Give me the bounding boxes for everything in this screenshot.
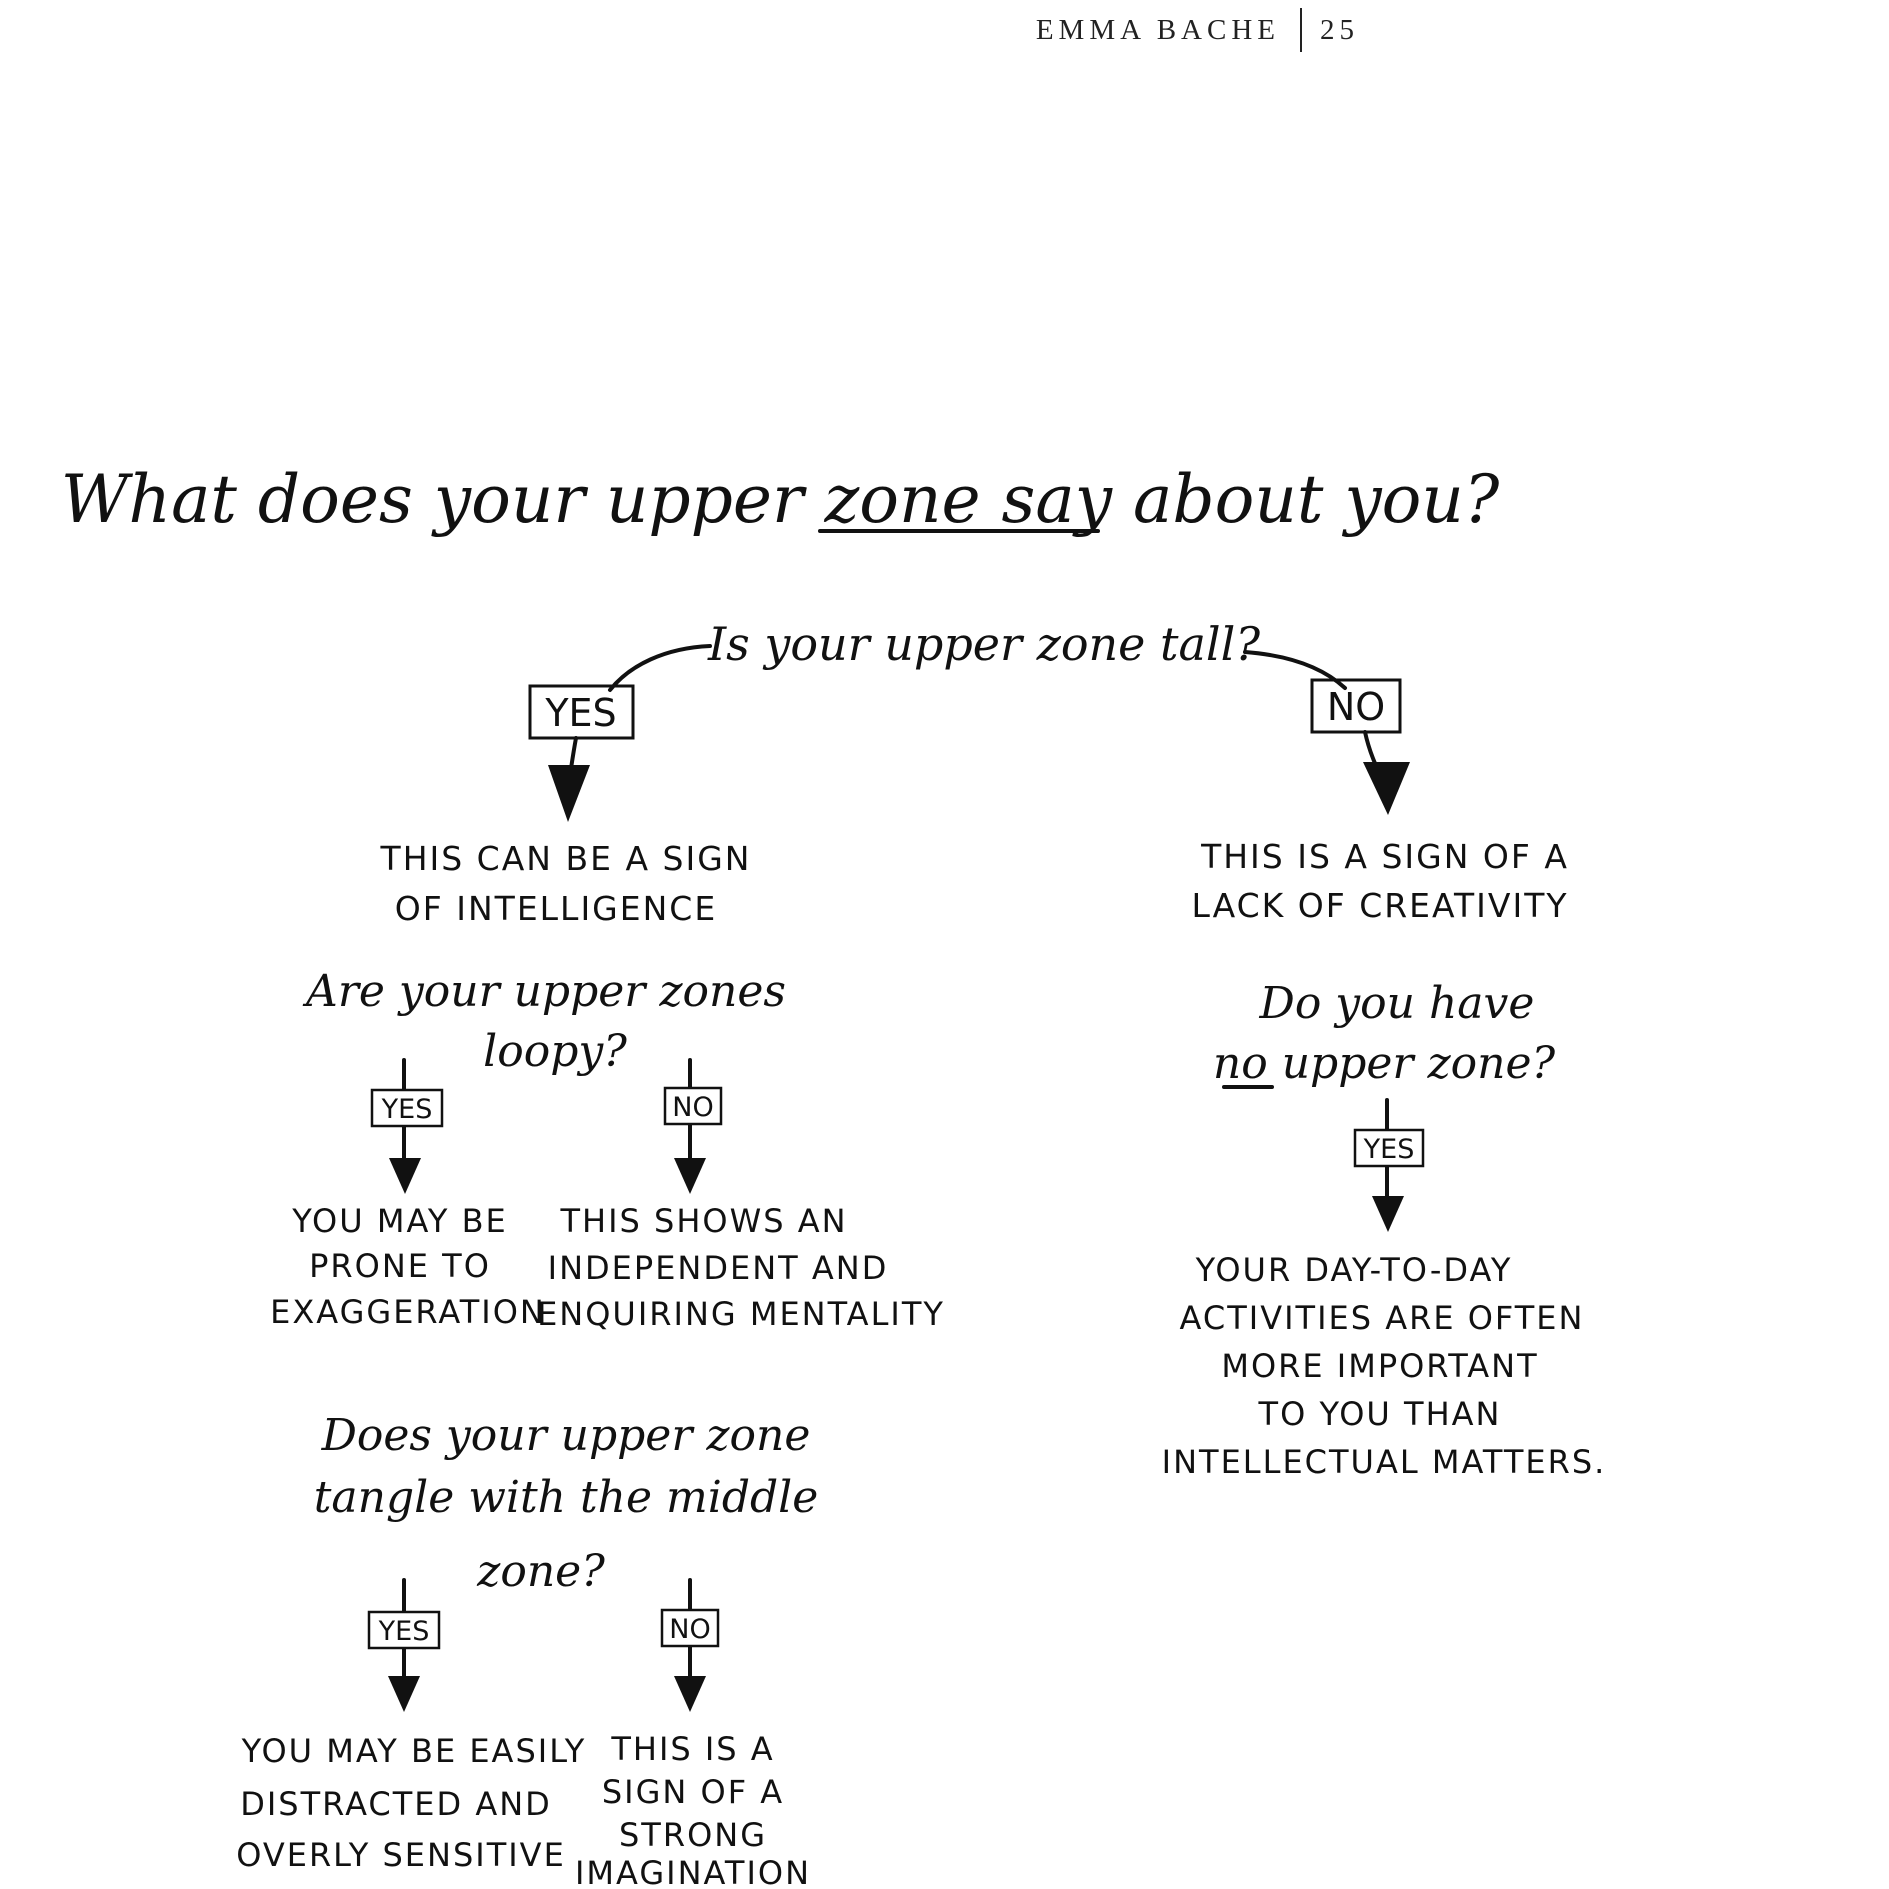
svg-text:LACK OF CREATIVITY: LACK OF CREATIVITY — [1191, 886, 1569, 925]
page-number: 25 — [1320, 13, 1359, 46]
svg-text:PRONE TO: PRONE TO — [309, 1247, 491, 1285]
svg-text:INTELLECTUAL MATTERS.: INTELLECTUAL MATTERS. — [1161, 1443, 1607, 1481]
question-loopy-line1: Are your upper zones — [306, 966, 786, 1017]
no-box-tall — [1312, 680, 1400, 732]
question-tangle-line2: tangle with the middle — [313, 1472, 819, 1523]
svg-text:YOU MAY BE EASILY: YOU MAY BE EASILY — [241, 1732, 587, 1770]
arrow-head-yes-no-zone — [1372, 1196, 1404, 1232]
result-exaggeration — [270, 1202, 546, 1331]
result-enquiring-mentality — [537, 1202, 945, 1333]
result-strong-imagination — [575, 1730, 811, 1889]
svg-text:OF INTELLIGENCE: OF INTELLIGENCE — [394, 889, 718, 928]
arrow-head-no-tall — [1363, 762, 1410, 815]
svg-text:SIGN OF A: SIGN OF A — [601, 1773, 785, 1811]
yes-box-tangle — [369, 1612, 439, 1648]
svg-text:IMAGINATION: IMAGINATION — [574, 1854, 812, 1889]
result-intelligence — [380, 839, 752, 928]
svg-text:YES: YES — [381, 1094, 433, 1125]
question-tangle-line1: Does your upper zone — [321, 1410, 811, 1461]
flowchart-title: What does your upper zone say about you? — [60, 461, 1500, 538]
svg-text:MORE IMPORTANT: MORE IMPORTANT — [1221, 1347, 1539, 1385]
svg-text:YOUR DAY-TO-DAY: YOUR DAY-TO-DAY — [1195, 1251, 1513, 1289]
yes-box-no-zone — [1355, 1130, 1423, 1166]
svg-text:STRONG: STRONG — [618, 1816, 768, 1854]
connector-left — [610, 646, 710, 690]
result-easily-distracted — [236, 1732, 586, 1874]
svg-text:ACTIVITIES ARE OFTEN: ACTIVITIES ARE OFTEN — [1179, 1299, 1585, 1337]
question-loopy-line2: loopy? — [483, 1026, 627, 1077]
question-no-upper-zone-line2: no upper zone? — [1212, 1038, 1556, 1089]
svg-text:THIS IS A: THIS IS A — [611, 1730, 775, 1768]
question-no-upper-zone-line1: Do you have — [1259, 978, 1535, 1029]
svg-text:THIS SHOWS AN: THIS SHOWS AN — [560, 1202, 848, 1240]
svg-text:INDEPENDENT AND: INDEPENDENT AND — [547, 1249, 889, 1287]
svg-text:THIS IS A SIGN OF A: THIS IS A SIGN OF A — [1201, 837, 1569, 876]
svg-text:YES: YES — [378, 1616, 430, 1647]
arrow-head-yes-loopy — [389, 1158, 421, 1194]
result-lack-of-creativity — [1191, 837, 1568, 925]
arrow-head-yes-tall — [548, 765, 590, 822]
question-tall: Is your upper zone tall? — [707, 617, 1261, 671]
svg-text:TO YOU THAN: TO YOU THAN — [1258, 1395, 1502, 1433]
question-tangle-line3: zone? — [477, 1546, 605, 1597]
arrow-head-yes-tangle — [388, 1676, 420, 1712]
svg-text:THIS CAN BE A SIGN: THIS CAN BE A SIGN — [380, 839, 752, 878]
author-name: EMMA BACHE — [1035, 13, 1280, 46]
svg-text:NO: NO — [669, 1614, 711, 1645]
svg-text:YES: YES — [545, 691, 617, 735]
arrow-head-no-loopy — [674, 1158, 706, 1194]
yes-box-tall — [530, 686, 633, 738]
arrow-head-no-tangle — [674, 1676, 706, 1712]
svg-text:YES: YES — [1363, 1134, 1415, 1165]
title-underlined-term: upper zone — [605, 461, 981, 538]
svg-text:EXAGGERATION: EXAGGERATION — [270, 1293, 546, 1331]
svg-text:DISTRACTED AND: DISTRACTED AND — [240, 1785, 552, 1823]
yes-box-loopy — [372, 1090, 442, 1126]
no-box-loopy — [665, 1088, 721, 1124]
no-box-tangle — [662, 1610, 718, 1646]
svg-text:YOU MAY BE: YOU MAY BE — [292, 1202, 508, 1240]
svg-text:ENQUIRING MENTALITY: ENQUIRING MENTALITY — [537, 1295, 945, 1333]
underlined-no: no — [1212, 1038, 1268, 1089]
svg-text:NO: NO — [1326, 685, 1386, 729]
svg-text:OVERLY SENSITIVE: OVERLY SENSITIVE — [236, 1836, 566, 1874]
result-day-to-day-activities — [1162, 1251, 1607, 1481]
svg-text:NO: NO — [672, 1092, 714, 1123]
